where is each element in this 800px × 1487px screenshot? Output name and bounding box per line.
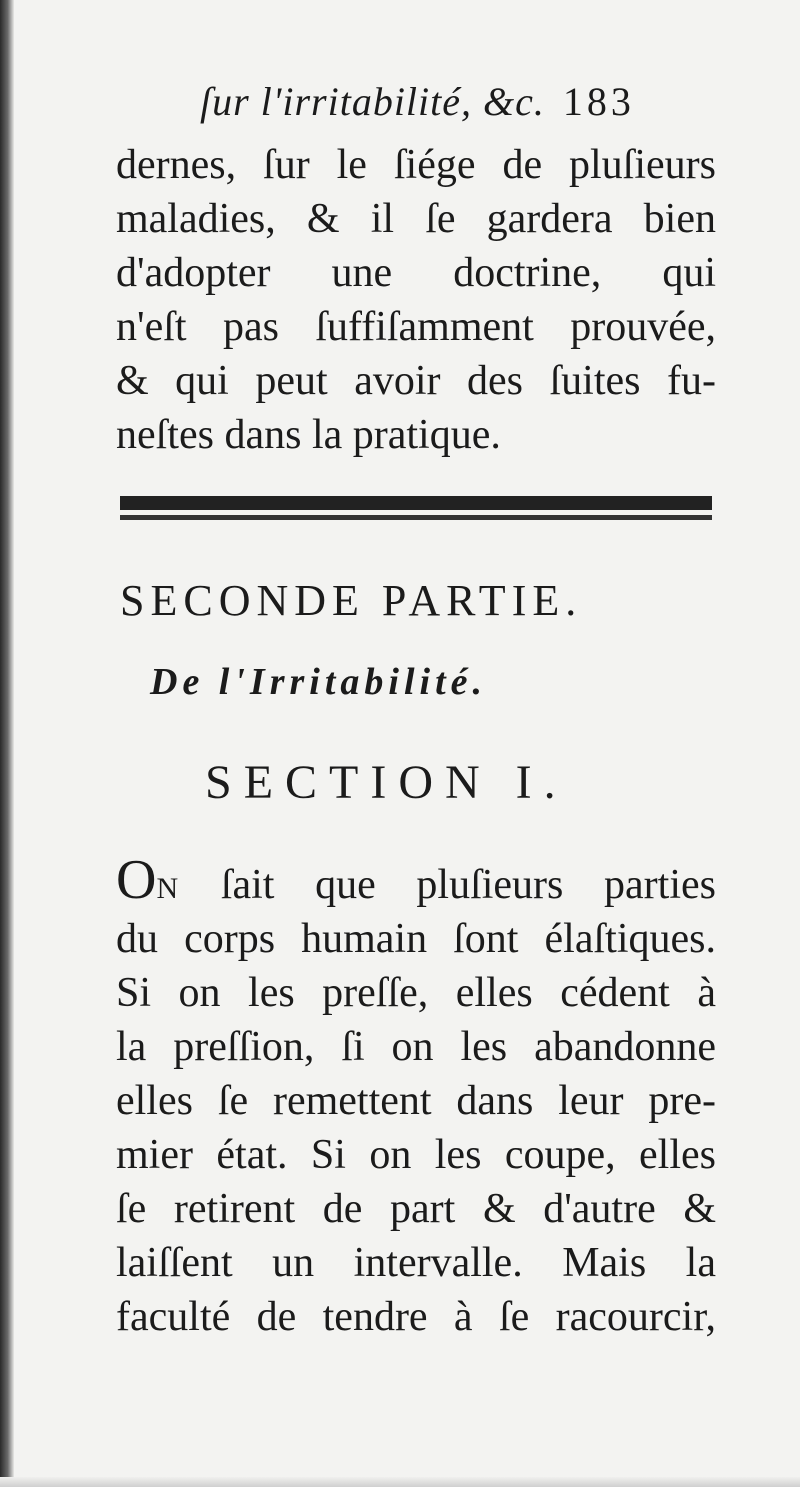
text-line-first [116, 849, 716, 912]
drop-cap: O [116, 849, 157, 911]
text-line: n'eſt pas ſuffiſamment prouvée, [116, 304, 716, 350]
running-title: ſur l'irritabilité, &c. [200, 79, 545, 124]
double-rule-divider [120, 496, 712, 524]
section-title: SECTION I. [205, 756, 568, 809]
text-line: laiſſent un intervalle. Mais la [116, 1240, 716, 1286]
continued-text [116, 138, 716, 462]
running-header [200, 78, 700, 125]
subtitle: De l'Irritabilité. [150, 661, 487, 703]
page-number: 183 [562, 79, 635, 124]
text-line: d'adopter une doctrine, qui [116, 250, 716, 296]
scan-edge-bottom [0, 1477, 800, 1487]
part-title: SECONDE PARTIE. [120, 576, 583, 625]
rule-thin [120, 515, 712, 520]
text-line: Si on les preſſe, elles cédent à [116, 970, 716, 1016]
text-line: & qui peut avoir des ſuites fu- [116, 358, 716, 404]
text-line: elles ſe remettent dans leur pre- [116, 1078, 716, 1124]
text-line: du corps humain ſont élaſtiques. [116, 916, 716, 962]
first-line-text: ſait que pluſieurs parties [180, 862, 716, 908]
text-line: mier état. Si on les coupe, elles [116, 1132, 716, 1178]
text-line: maladies, & il ſe gardera bien [116, 196, 716, 242]
text-line: dernes, ſur le ſiége de pluſieurs [116, 142, 716, 188]
small-cap: N [156, 872, 181, 905]
scan-edge-left [0, 0, 14, 1487]
text-line: la preſſion, ſi on les abandonne [116, 1024, 716, 1070]
section-paragraph [116, 849, 716, 1344]
text-line: ſe retirent de part & d'autre & [116, 1186, 716, 1232]
rule-thick [120, 496, 712, 510]
text-line: faculté de tendre à ſe racourcir, [116, 1294, 716, 1340]
text-line: neſtes dans la pratique. [116, 412, 501, 458]
